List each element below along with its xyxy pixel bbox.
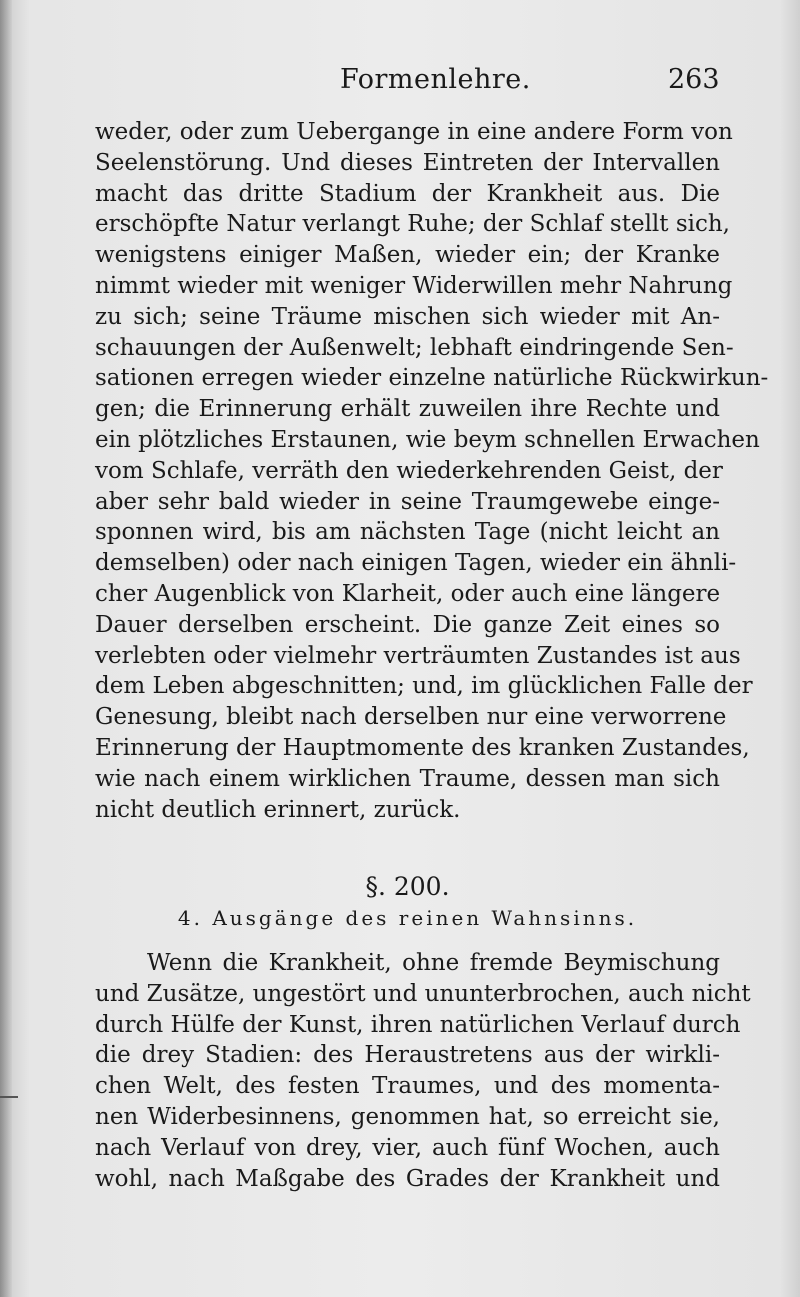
text-line: Dauer derselben erscheint. Die ganze Zeit eines so bbox=[95, 611, 720, 638]
text-line: Genesung, bleibt nach derselben nur eine verworrene bbox=[95, 704, 727, 731]
text-line: verlebten oder vielmehr verträumten Zustandes ist aus bbox=[95, 642, 741, 669]
text-line: Erinnerung der Hauptmomente des kranken Zustandes, bbox=[95, 734, 750, 761]
text-line: Wenn die Krankheit, ohne fremde Beymischung bbox=[147, 950, 720, 976]
text-line: sponnen wird, bis am nächsten Tage (nicht leicht an bbox=[95, 519, 720, 546]
text-line: weder, oder zum Uebergange in eine andere Form von bbox=[95, 119, 733, 145]
text-line: cher Augenblick von Klarheit, oder auch eine längere bbox=[95, 580, 721, 607]
text-line: wie nach einem wirklichen Traume, dessen man sich bbox=[95, 765, 720, 792]
page-header bbox=[0, 64, 800, 104]
text-line: nicht deutlich erinnert, zurück. bbox=[95, 796, 461, 823]
section-title: 4. Ausgänge des reinen Wahnsinns. bbox=[177, 906, 638, 930]
text-line: erschöpfte Natur verlangt Ruhe; der Schlaf stellt sich, bbox=[95, 211, 730, 238]
text-line: ein plötzliches Erstaunen, wie beym schnellen Erwachen bbox=[95, 426, 760, 453]
text-line: macht das dritte Stadium der Krankheit aus. Die bbox=[95, 180, 720, 207]
running-head: Formenlehre. bbox=[340, 64, 531, 95]
text-line: zu sich; seine Träume mischen sich wieder mit An- bbox=[95, 303, 720, 330]
text-line: aber sehr bald wieder in seine Traumgewebe einge- bbox=[95, 488, 720, 515]
paragraph-1 bbox=[95, 117, 769, 825]
paragraph-2 bbox=[95, 948, 751, 1194]
text-line: vom Schlafe, verräth den wiederkehrenden Geist, der bbox=[95, 457, 723, 484]
text-line: dem Leben abgeschnitten; und, im glücklichen Falle der bbox=[95, 673, 753, 700]
text-line: sationen erregen wieder einzelne natürliche Rückwirkun- bbox=[95, 365, 769, 392]
text-line: und Zusätze, ungestört und ununterbrochen, auch nicht bbox=[95, 980, 751, 1007]
text-line: gen; die Erinnerung erhält zuweilen ihre Rechte und bbox=[95, 396, 720, 423]
text-line: nimmt wieder mit weniger Widerwillen mehr Nahrung bbox=[95, 272, 733, 299]
text-line: schauungen der Außenwelt; lebhaft eindringende Sen- bbox=[95, 334, 734, 361]
text-line: chen Welt, des festen Traumes, und des momenta- bbox=[95, 1073, 720, 1100]
text-line: nen Widerbesinnens, genommen hat, so erreicht sie, bbox=[95, 1103, 720, 1130]
text-line: demselben) oder nach einigen Tagen, wieder ein ähnli- bbox=[95, 550, 737, 577]
text-line: wenigstens einiger Maßen, wieder ein; der Kranke bbox=[95, 242, 720, 269]
text-line: durch Hülfe der Kunst, ihren natürlichen Verlauf durch bbox=[95, 1011, 741, 1038]
text-line: wohl, nach Maßgabe des Grades der Krankheit und bbox=[95, 1165, 720, 1192]
page-number: 263 bbox=[668, 64, 720, 95]
margin-mark bbox=[0, 1096, 18, 1098]
text-line: die drey Stadien: des Heraustretens aus der wirkli- bbox=[95, 1042, 720, 1069]
text-line: Seelenstörung. Und dieses Eintreten der Intervallen bbox=[95, 149, 720, 176]
text-line: nach Verlauf von drey, vier, auch fünf Wochen, auch bbox=[95, 1134, 720, 1161]
page-binding-edge bbox=[0, 0, 12, 1297]
section-number: §. 200. bbox=[365, 872, 450, 901]
